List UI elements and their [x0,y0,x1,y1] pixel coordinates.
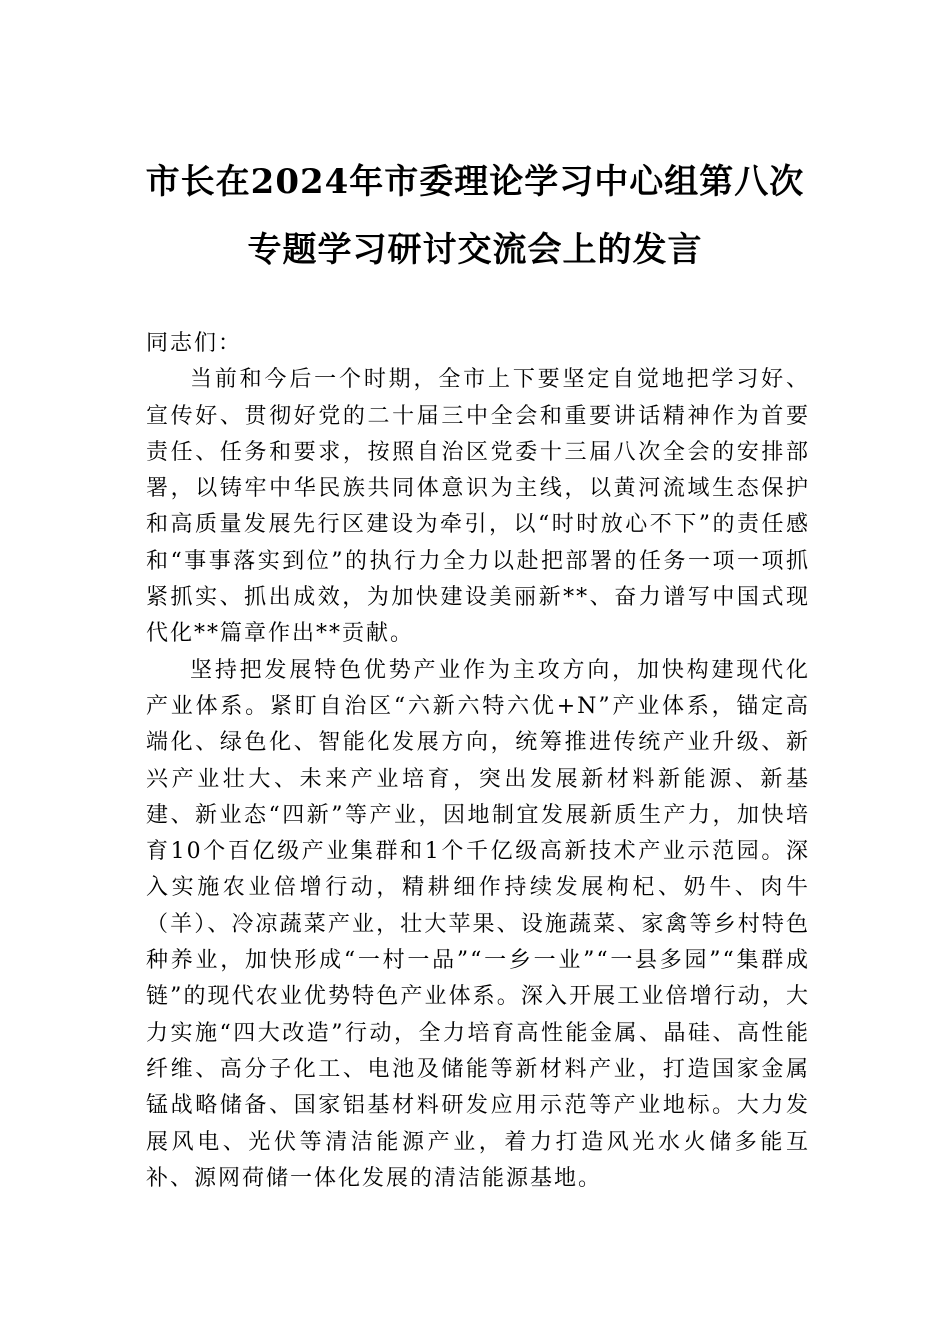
paragraph-1: 当前和今后一个时期，全市上下要坚定自觉地把学习好、宣传好、贯彻好党的二十届三中全会和重要讲话精神作为首要责任、任务和要求，按照自治区党委十三届八次全会的安排部署，以铸牢中华民族共同体意识为主线，以黄河流域生态保护和高质量发展先行区建设为牵引，以“时时放心不下”的责任感和“事事落实到位”的执行力全力以赴把部署的任务一项一项抓紧抓实、抓出成效，为加快建设美丽新**、奋力谱写中国式现代化**篇章作出**贡献。 [146,367,810,647]
title-line-1: 市长在2024年市委理论学习中心组第八次 [145,162,805,202]
document-body [146,326,810,1197]
paragraph-2: 坚持把发展特色优势产业作为主攻方向，加快构建现代化产业体系。紧盯自治区“六新六特六优+N”产业体系，锚定高端化、绿色化、智能化发展方向，统筹推进传统产业升级、新兴产业壮大、未来产业培育，突出发展新材料新能源、新基建、新业态“四新”等产业，因地制宜发展新质生产力，加快培育10个百亿级产业集群和1个千亿级高新技术产业示范园。深入实施农业倍增行动，精耕细作持续发展枸杞、奶牛、肉牛（羊）、冷凉蔬菜产业，壮大苹果、设施蔬菜、家禽等乡村特色种养业，加快形成“一村一品”“一乡一业”“一县多园”“集群成链”的现代农业优势特色产业体系。深入开展工业倍增行动，大力实施“四大改造”行动，全力培育高性能金属、晶硅、高性能纤维、高分子化工、电池及储能等新材料产业，打造国家金属锰战略储备、国家铝基材料研发应用示范等产业地标。大力发展风电、光伏等清洁能源产业，着力打造风光水火储多能互补、源网荷储一体化发展的清洁能源基地。 [146,657,810,1191]
title-line-2: 专题学习研讨交流会上的发言 [247,230,703,270]
salutation: 同志们： [146,331,243,356]
document-title [120,160,830,272]
